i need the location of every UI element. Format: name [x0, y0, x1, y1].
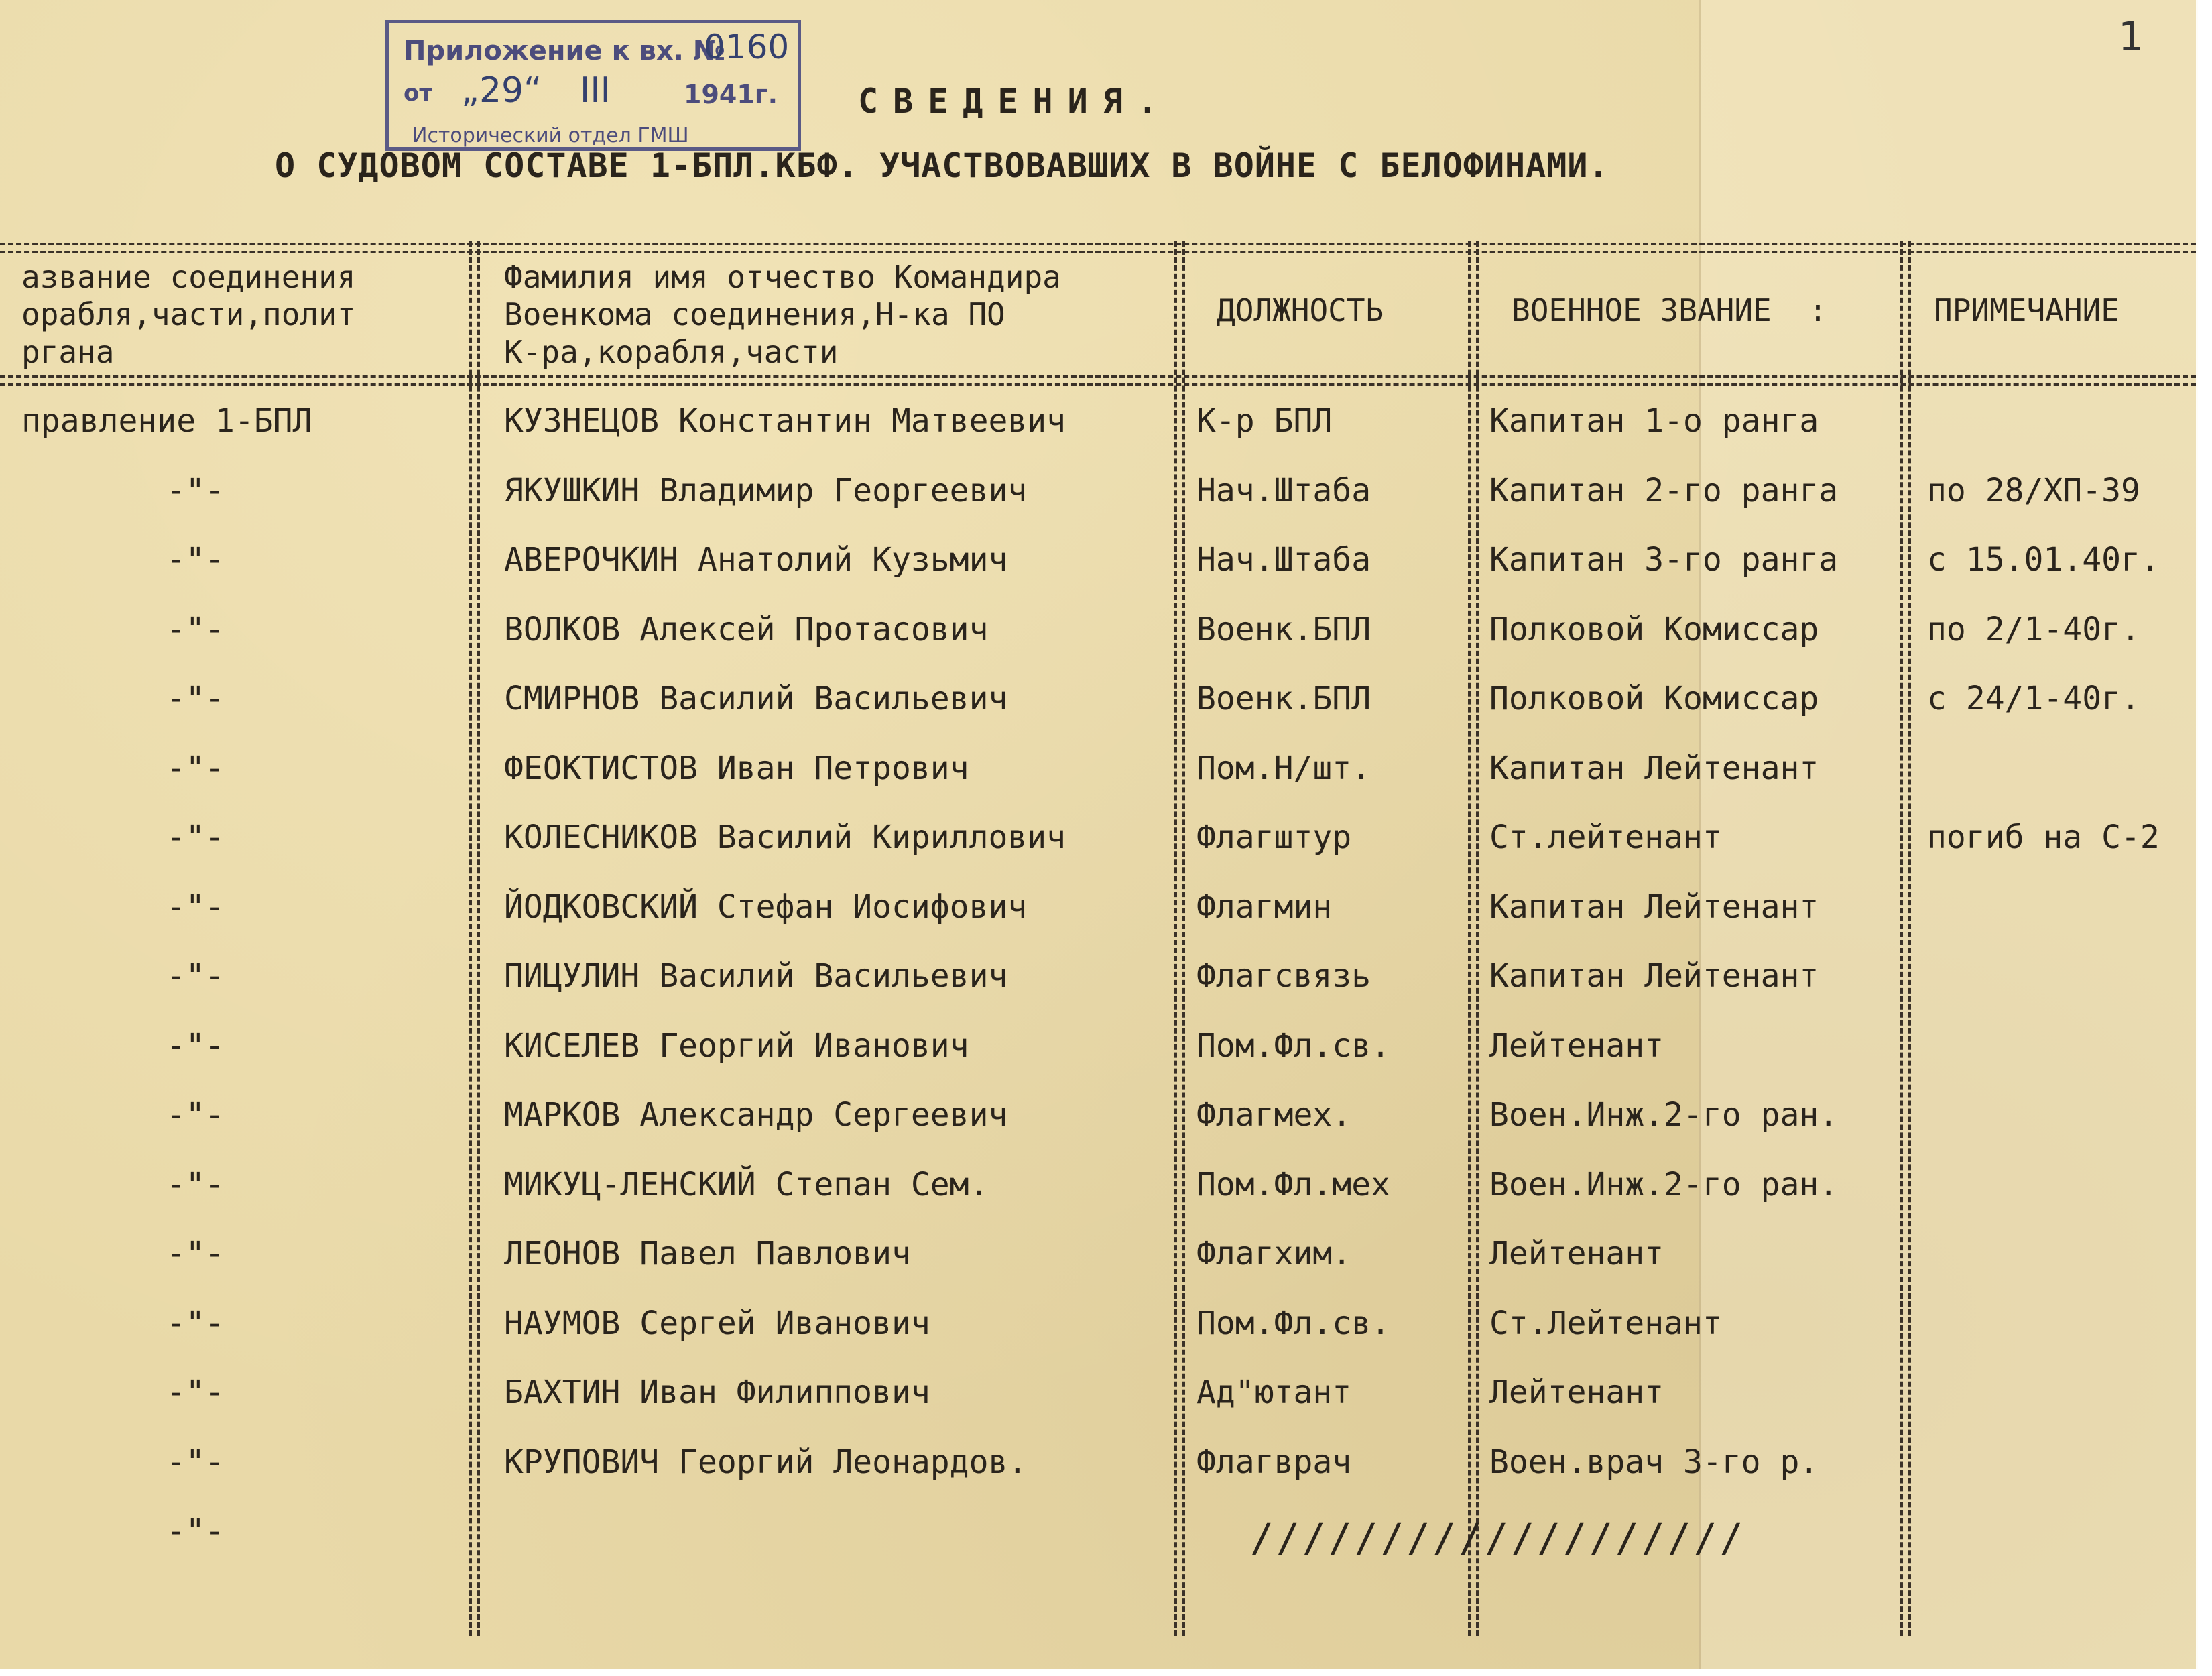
position-cell: Ад"ютант: [1196, 1374, 1352, 1411]
stamp-year: 1941г.: [684, 80, 778, 109]
unit-cell: -"-: [166, 680, 225, 717]
position-cell: Пом.Фл.св.: [1196, 1304, 1390, 1342]
unit-cell: правление 1-БПЛ: [21, 402, 312, 440]
table-row: [0, 748, 2196, 818]
rank-cell: Капитан 1-о ранга: [1489, 402, 1819, 440]
table-row: [0, 609, 2196, 679]
position-cell: Военк.БПЛ: [1196, 610, 1371, 648]
position-cell: Флагврач: [1196, 1443, 1352, 1481]
position-cell: Флагмех.: [1196, 1096, 1352, 1134]
table-row: [0, 1372, 2196, 1442]
rank-cell: Воен.врач 3-го р.: [1489, 1443, 1819, 1481]
header-unit: азвание соединения орабля,части,полит ргана: [21, 259, 356, 370]
closing-marks: ///////////////////: [1250, 1515, 1746, 1561]
name-cell: ФЕОКТИСТОВ Иван Петрович: [504, 749, 969, 787]
position-cell: Пом.Н/шт.: [1196, 749, 1371, 787]
page-number: 1: [2118, 13, 2144, 60]
rank-cell: Лейтенант: [1489, 1235, 1664, 1272]
document-subtitle: О СУДОВОМ СОСТАВЕ 1-БПЛ.КБФ. УЧАСТВОВАВШИХ В ВОЙНЕ С БЕЛОФИНАМИ.: [275, 146, 1609, 185]
unit-cell: -"-: [166, 1026, 225, 1065]
rank-cell: Капитан 2-го ранга: [1489, 471, 1839, 510]
position-cell: Флагштур: [1196, 819, 1352, 856]
unit-cell: -"-: [166, 1304, 225, 1342]
position-cell: Флагхим.: [1196, 1235, 1352, 1272]
note-cell: по 2/1-40г.: [1927, 610, 2140, 648]
name-cell: ЯКУШКИН Владимир Георгеевич: [504, 471, 1028, 510]
rank-cell: Ст.лейтенант: [1489, 819, 1722, 856]
table-row: [0, 678, 2196, 748]
unit-cell: -"-: [166, 1374, 225, 1411]
name-cell: АВЕРОЧКИН Анатолий Кузьмич: [504, 541, 1008, 579]
table-row: [0, 540, 2196, 609]
unit-cell: -"-: [166, 819, 225, 856]
rank-cell: Полковой Комиссар: [1489, 610, 1819, 648]
table-row: [0, 401, 2196, 471]
unit-cell: -"-: [166, 1443, 225, 1481]
position-cell: Пом.Фл.св.: [1196, 1026, 1390, 1065]
table-row: [0, 1234, 2196, 1303]
note-cell: с 24/1-40г.: [1927, 680, 2140, 717]
stamp-month: III: [580, 70, 611, 111]
position-cell: Военк.БПЛ: [1196, 680, 1371, 717]
table-top-rule: [0, 243, 2196, 245]
header-bottom-rule: [0, 375, 2196, 378]
stamp-line-3: Исторический отдел ГМШ: [412, 124, 689, 147]
position-cell: Нач.Штаба: [1196, 471, 1371, 510]
name-cell: МАРКОВ Александр Сергеевич: [504, 1096, 1008, 1134]
note-cell: по 28/ХП-39: [1927, 471, 2140, 510]
unit-cell: -"-: [166, 1512, 225, 1550]
table-row: [0, 1303, 2196, 1373]
stamp-number: 0160: [704, 27, 790, 66]
rank-cell: Воен.Инж.2-го ран.: [1489, 1165, 1839, 1203]
stamp-line-1: Приложение к вх. №: [404, 36, 725, 66]
document-title: СВЕДЕНИЯ.: [858, 82, 1172, 121]
name-cell: ЙОДКОВСКИЙ Стефан Иосифович: [504, 888, 1028, 926]
table-top-rule-2: [0, 251, 2196, 253]
header-bottom-rule-2: [0, 383, 2196, 386]
rank-cell: Капитан Лейтенант: [1489, 957, 1819, 995]
unit-cell: -"-: [166, 749, 225, 787]
unit-cell: -"-: [166, 541, 225, 579]
unit-cell: -"-: [166, 610, 225, 648]
table-row: [0, 1511, 2196, 1581]
unit-cell: -"-: [166, 1235, 225, 1272]
position-cell: Пом.Фл.мех: [1196, 1165, 1390, 1203]
name-cell: БАХТИН Иван Филиппович: [504, 1374, 930, 1411]
archive-stamp: [385, 20, 801, 151]
rank-cell: Полковой Комиссар: [1489, 680, 1819, 717]
name-cell: ПИЦУЛИН Василий Васильевич: [504, 957, 1008, 995]
unit-cell: -"-: [166, 1096, 225, 1134]
header-note: ПРИМЕЧАНИЕ: [1934, 292, 2119, 328]
name-cell: СМИРНОВ Василий Васильевич: [504, 680, 1008, 717]
table-row: [0, 1442, 2196, 1512]
table-row: [0, 1164, 2196, 1234]
unit-cell: -"-: [166, 1165, 225, 1203]
name-cell: МИКУЦ-ЛЕНСКИЙ Степан Сем.: [504, 1165, 989, 1203]
note-cell: погиб на С-2: [1927, 819, 2160, 856]
table-row: [0, 887, 2196, 957]
table-row: [0, 1026, 2196, 1095]
table-row: [0, 1095, 2196, 1164]
table-row: [0, 956, 2196, 1026]
table-row: [0, 471, 2196, 540]
unit-cell: -"-: [166, 471, 225, 510]
table-row: [0, 817, 2196, 887]
header-name: Фамилия имя отчество Командира Военкома соединения,Н-ка ПО К-ра,корабля,части: [504, 259, 1061, 370]
rank-cell: Лейтенант: [1489, 1374, 1664, 1411]
unit-cell: -"-: [166, 888, 225, 926]
name-cell: НАУМОВ Сергей Иванович: [504, 1304, 930, 1342]
unit-cell: -"-: [166, 957, 225, 995]
position-cell: К-р БПЛ: [1196, 402, 1333, 440]
position-cell: Флагсвязь: [1196, 957, 1371, 995]
name-cell: КОЛЕСНИКОВ Василий Кириллович: [504, 819, 1066, 856]
stamp-day: „29“: [461, 70, 542, 111]
header-position: ДОЛЖНОСТЬ: [1217, 292, 1384, 328]
stamp-from: от: [404, 80, 433, 107]
position-cell: Флагмин: [1196, 888, 1333, 926]
rank-cell: Капитан Лейтенант: [1489, 749, 1819, 787]
name-cell: ЛЕОНОВ Павел Павлович: [504, 1235, 911, 1272]
rank-cell: Капитан 3-го ранга: [1489, 541, 1839, 579]
note-cell: с 15.01.40г.: [1927, 541, 2160, 579]
rank-cell: Капитан Лейтенант: [1489, 888, 1819, 926]
rank-cell: Ст.Лейтенант: [1489, 1304, 1722, 1342]
rank-cell: Воен.Инж.2-го ран.: [1489, 1096, 1839, 1134]
name-cell: КУЗНЕЦОВ Константин Матвеевич: [504, 402, 1066, 440]
header-rank: ВОЕННОЕ ЗВАНИЕ :: [1512, 292, 1827, 328]
position-cell: Нач.Штаба: [1196, 541, 1371, 579]
name-cell: КИСЕЛЕВ Георгий Иванович: [504, 1026, 969, 1065]
rank-cell: Лейтенант: [1489, 1026, 1664, 1065]
name-cell: ВОЛКОВ Алексей Протасович: [504, 610, 989, 648]
name-cell: КРУПОВИЧ Георгий Леонардов.: [504, 1443, 1028, 1481]
